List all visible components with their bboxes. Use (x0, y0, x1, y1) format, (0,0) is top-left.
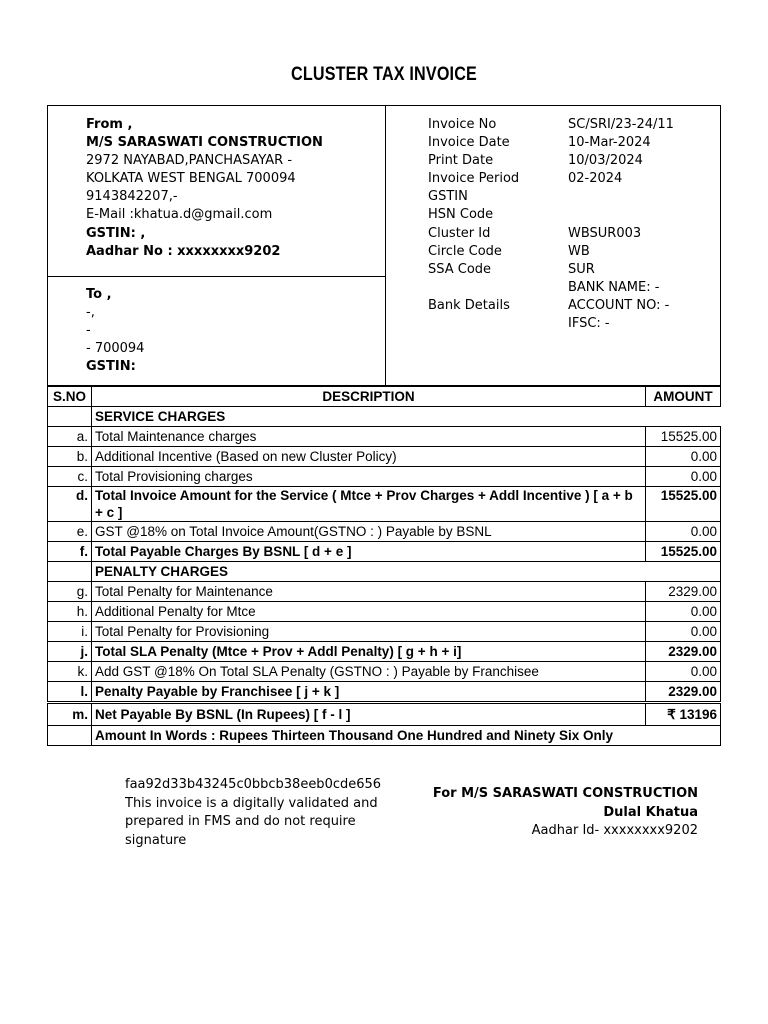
table-row (48, 467, 721, 487)
from-address-line2: KOLKATA WEST BENGAL 700094 (86, 171, 296, 186)
description-header: DESCRIPTION (92, 387, 646, 407)
cluster-id-value: WBSUR003 (568, 226, 642, 241)
table-cell-sno: m. (48, 703, 92, 726)
hsn-code-label: HSN Code (428, 207, 494, 222)
table-cell-sno: f. (48, 542, 92, 562)
digital-hash: faa92d33b43245c0bbcb38eeb0cde656 (125, 777, 382, 792)
invoice-header-box (47, 105, 721, 386)
table-cell-amount: ₹ 13196 (646, 703, 721, 726)
table-cell-sno (48, 562, 92, 582)
invoice-no-label: Invoice No (428, 117, 497, 132)
section-title: SERVICE CHARGES (92, 407, 721, 427)
table-cell-desc: GST @18% on Total Invoice Amount(GSTNO : ) Payable by BSNL (92, 522, 646, 542)
table-cell-amount: 15525.00 (646, 427, 721, 447)
section-row-penalty (48, 562, 721, 582)
table-cell-desc: Additional Penalty for Mtce (92, 602, 646, 622)
footer-note (125, 776, 381, 850)
table-cell-desc: Penalty Payable by Franchisee [ j + k ] (92, 682, 646, 703)
from-gstin: GSTIN: , (86, 226, 146, 241)
table-cell-sno (48, 407, 92, 427)
ifsc: IFSC: - (568, 316, 610, 331)
note-line3: signature (125, 832, 187, 848)
from-phone: 9143842207,- (86, 189, 178, 204)
to-gstin: GSTIN: (86, 359, 136, 374)
table-cell-sno (48, 726, 92, 746)
gstin-label: GSTIN (428, 189, 468, 204)
invoice-period-label: Invoice Period (428, 171, 520, 186)
print-date-value: 10/03/2024 (568, 153, 643, 168)
bank-name: BANK NAME: - (568, 280, 660, 295)
table-row (48, 427, 721, 447)
table-cell-desc: Add GST @18% On Total SLA Penalty (GSTNO : ) Payable by Franchisee (92, 662, 646, 682)
invoice-no-value: SC/SRI/23-24/11 (568, 117, 674, 132)
table-row-total-payable (48, 542, 721, 562)
table-cell-sno: h. (48, 602, 92, 622)
amount-header: AMOUNT (646, 387, 721, 407)
charges-table (47, 386, 721, 746)
cluster-id-label: Cluster Id (428, 226, 491, 241)
table-row (48, 582, 721, 602)
from-aadhar: Aadhar No : xxxxxxxx9202 (86, 244, 281, 259)
table-cell-desc: Total Penalty for Provisioning (92, 622, 646, 642)
to-line2: - (86, 323, 91, 338)
table-cell-desc: Total Penalty for Maintenance (92, 582, 646, 602)
note-line2: prepared in FMS and do not require (125, 814, 356, 829)
table-cell-amount: 0.00 (646, 522, 721, 542)
table-cell-sno: k. (48, 662, 92, 682)
table-cell-sno: j. (48, 642, 92, 662)
table-row-penalty-payable (48, 682, 721, 703)
table-row (48, 662, 721, 682)
account-no: ACCOUNT NO: - (568, 298, 670, 313)
circle-code-label: Circle Code (428, 244, 502, 259)
table-cell-desc: Total Provisioning charges (92, 467, 646, 487)
to-line3: - 700094 (86, 341, 145, 356)
note-line1: This invoice is a digitally validated and (125, 795, 378, 811)
table-row (48, 447, 721, 467)
invoice-date-value: 10-Mar-2024 (568, 135, 651, 150)
table-cell-sno: c. (48, 467, 92, 487)
invoice-period-value: 02-2024 (568, 171, 623, 186)
sno-header: S.NO (48, 387, 92, 407)
table-cell-desc: Total Maintenance charges (92, 427, 646, 447)
ssa-code-value: SUR (568, 262, 595, 277)
for-company: For M/S SARASWATI CONSTRUCTION (432, 786, 698, 801)
vertical-divider (385, 106, 386, 385)
from-email: E-Mail :khatua.d@gmail.com (86, 207, 273, 222)
table-cell-sno: b. (48, 447, 92, 467)
table-cell-amount: 2329.00 (646, 642, 721, 662)
table-cell-desc: Total Invoice Amount for the Service ( Mtce + Prov Charges + Addl Incentive ) [ a + b + c ] (92, 487, 646, 522)
table-cell-sno: i. (48, 622, 92, 642)
table-cell-amount: 0.00 (646, 662, 721, 682)
table-cell-sno: e. (48, 522, 92, 542)
from-label: From , (86, 117, 133, 132)
table-cell-amount: 0.00 (646, 447, 721, 467)
table-row (48, 522, 721, 542)
table-row-total-invoice (48, 487, 721, 522)
amount-in-words-row (48, 726, 721, 746)
table-cell-desc: Additional Incentive (Based on new Cluster Policy) (92, 447, 646, 467)
table-cell-amount: 15525.00 (646, 487, 721, 522)
table-cell-desc: Total Payable Charges By BSNL [ d + e ] (92, 542, 646, 562)
table-row-total-sla-penalty (48, 642, 721, 662)
table-row (48, 622, 721, 642)
table-cell-amount: 0.00 (646, 602, 721, 622)
page-title: CLUSTER TAX INVOICE (291, 64, 477, 85)
from-name: M/S SARASWATI CONSTRUCTION (86, 135, 323, 150)
table-cell-sno: a. (48, 427, 92, 447)
from-address-line1: 2972 NAYABAD,PANCHASAYAR - (86, 153, 293, 168)
signatory-aadhar: Aadhar Id- xxxxxxxx9202 (531, 823, 698, 838)
horizontal-divider (48, 276, 385, 277)
signatory-name: Dulal Khatua (603, 804, 698, 820)
table-cell-amount: 15525.00 (646, 542, 721, 562)
table-cell-desc: Total SLA Penalty (Mtce + Prov + Addl Penalty) [ g + h + i] (92, 642, 646, 662)
table-cell-sno: g. (48, 582, 92, 602)
table-cell-sno: l. (48, 682, 92, 703)
amount-in-words-label: Amount In Words : (95, 728, 216, 743)
table-row (48, 602, 721, 622)
table-cell-amount: 0.00 (646, 467, 721, 487)
ssa-code-label: SSA Code (428, 262, 492, 277)
table-header-row (48, 387, 721, 407)
table-cell-amount: 2329.00 (646, 682, 721, 703)
amount-in-words-value: Rupees Thirteen Thousand One Hundred and Ninety Six Only (219, 728, 614, 743)
amount-in-words (92, 726, 721, 746)
circle-code-value: WB (568, 244, 590, 259)
to-label: To , (86, 287, 112, 302)
table-cell-amount: 0.00 (646, 622, 721, 642)
print-date-label: Print Date (428, 153, 494, 168)
section-title: PENALTY CHARGES (92, 562, 721, 582)
table-cell-sno: d. (48, 487, 92, 522)
bank-details-label: Bank Details (428, 298, 510, 313)
signature-block (433, 785, 698, 841)
table-row-net-payable (48, 703, 721, 726)
to-line1: -, (86, 305, 95, 320)
section-row-service (48, 407, 721, 427)
table-cell-amount: 2329.00 (646, 582, 721, 602)
table-cell-desc: Net Payable By BSNL (In Rupees) [ f - l ] (92, 703, 646, 726)
invoice-date-label: Invoice Date (428, 135, 510, 150)
